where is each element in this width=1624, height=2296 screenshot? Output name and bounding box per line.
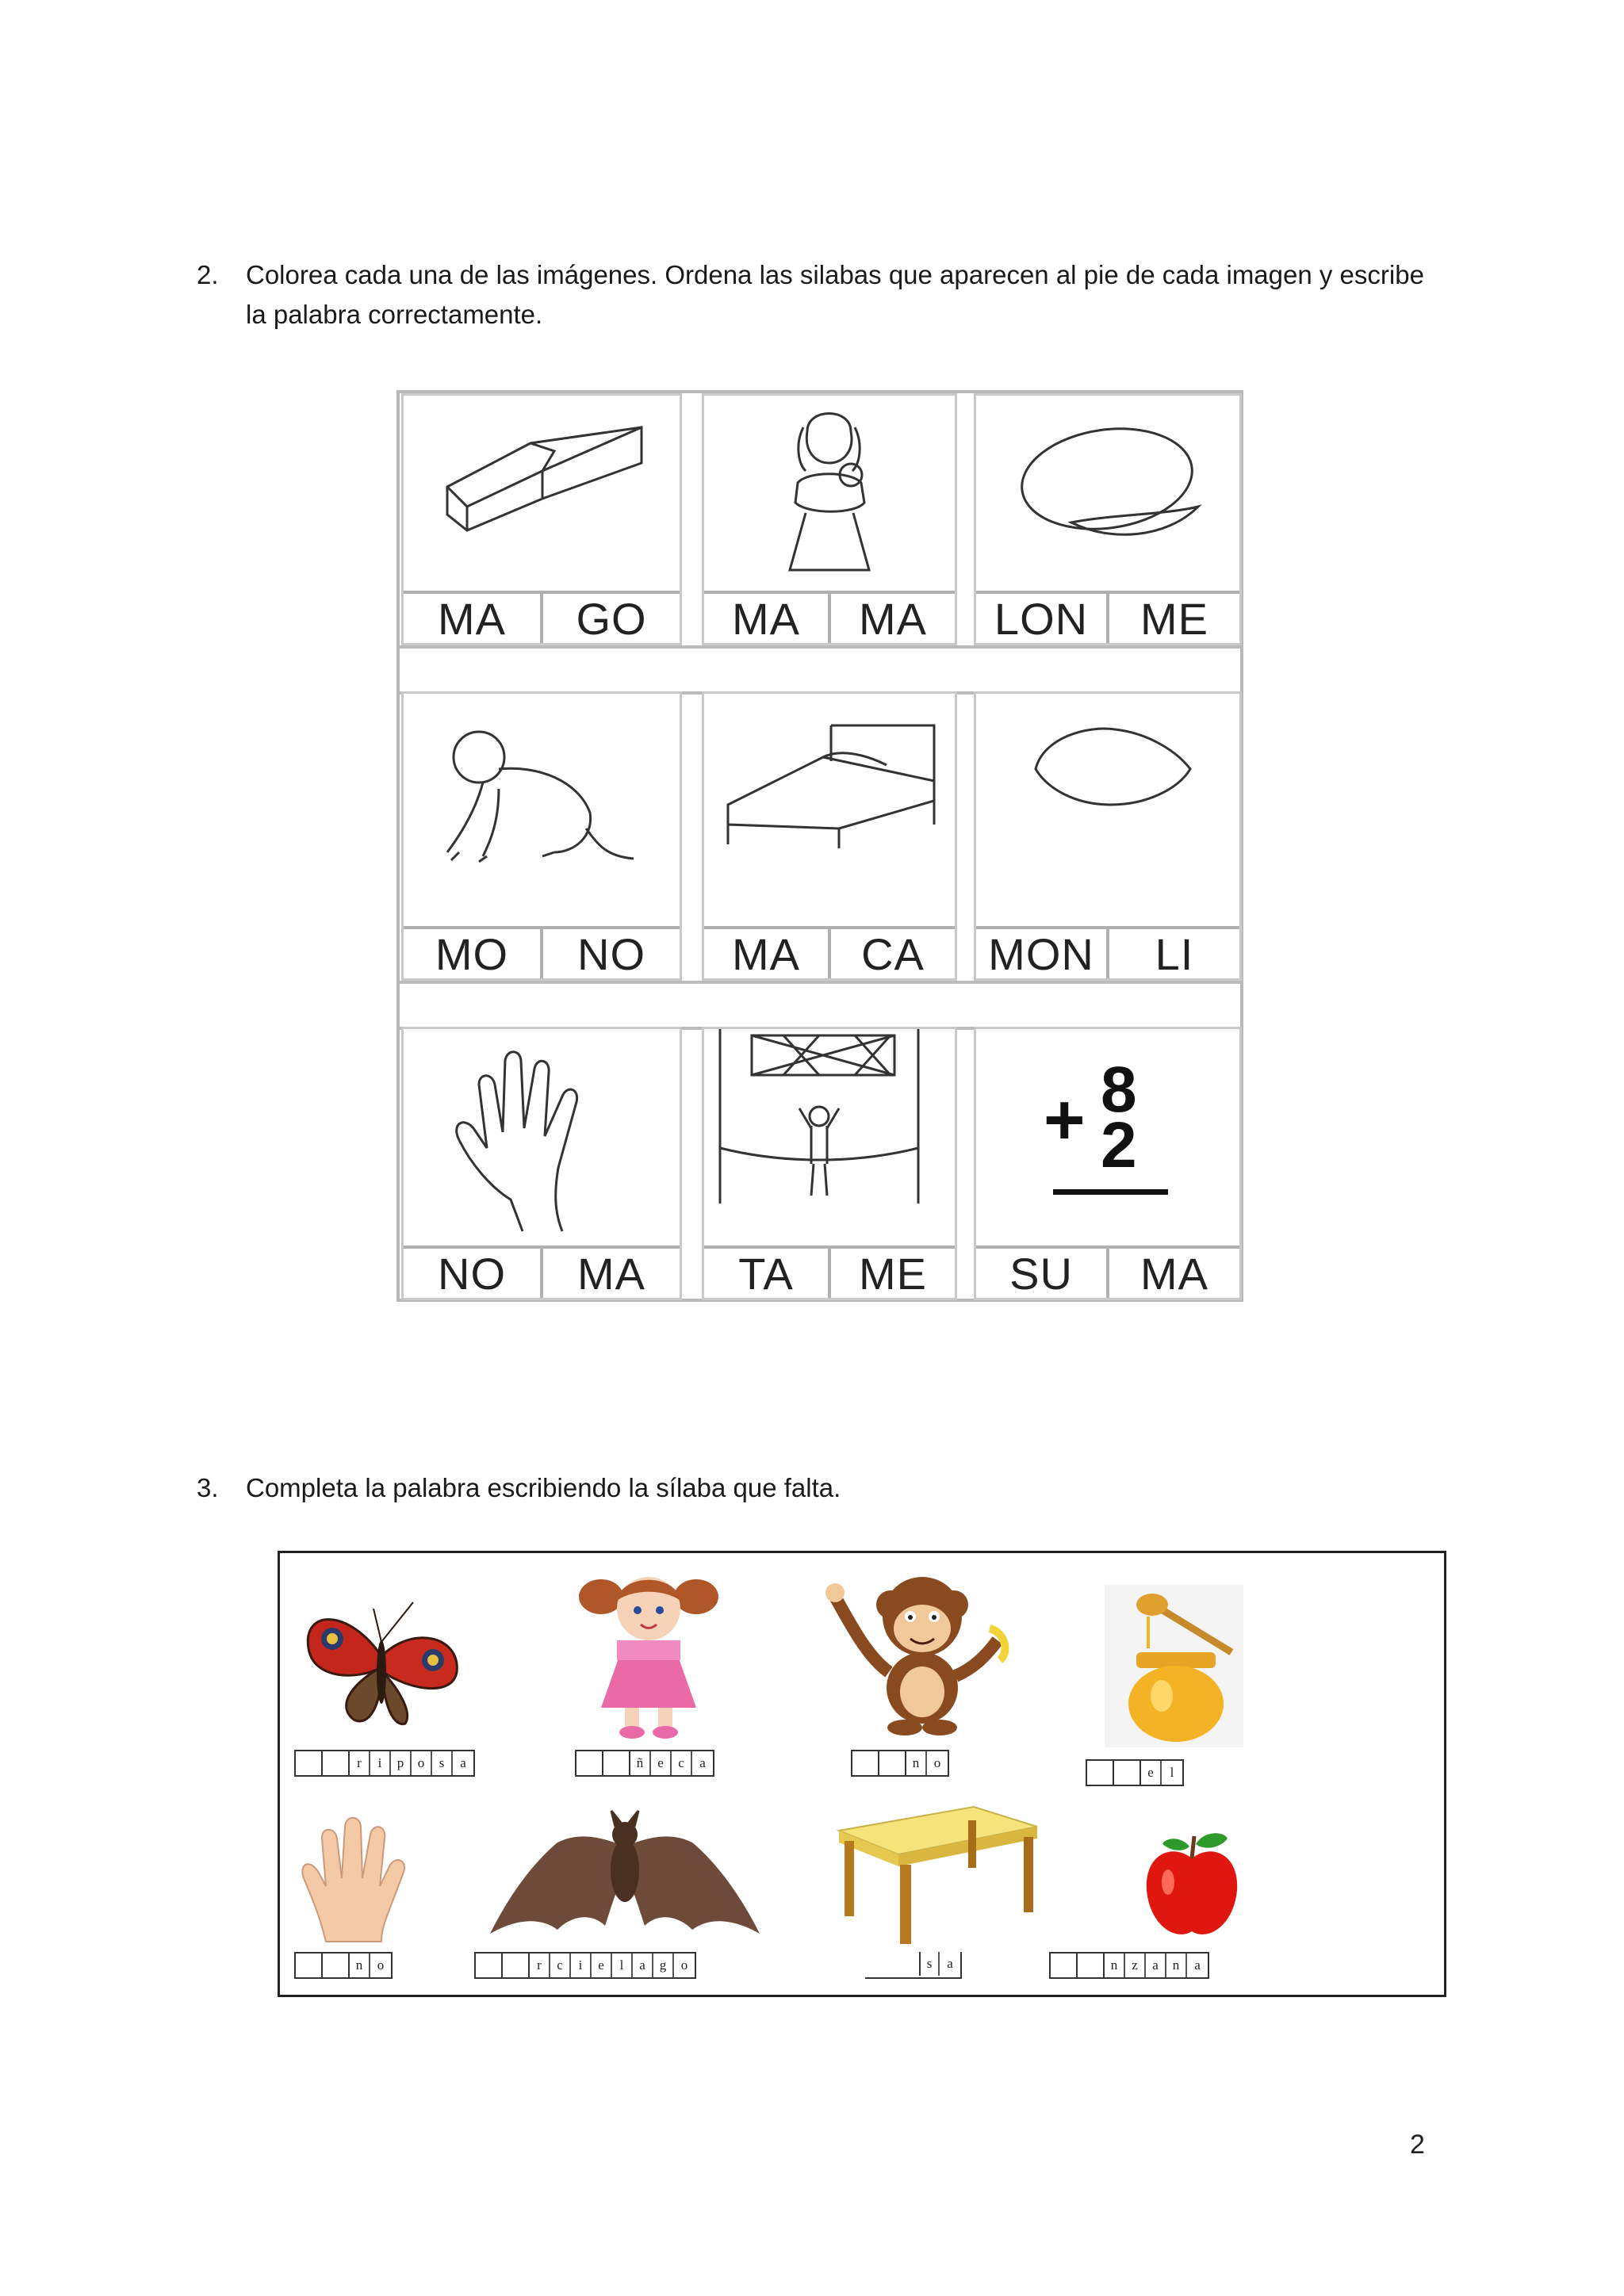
word-boxes-table[interactable] — [865, 1952, 962, 1979]
blank-box[interactable] — [576, 1751, 603, 1775]
exercise-3-text: Completa la palabra escribiendo la sílaba que falta. — [246, 1473, 841, 1502]
exercise-3-number: 3. — [197, 1473, 219, 1502]
syllable: MA — [438, 593, 506, 644]
blank-box[interactable] — [1114, 1761, 1141, 1785]
melon-icon — [976, 396, 1239, 594]
syllable-row — [976, 926, 1239, 978]
letter-box: z — [1125, 1954, 1146, 1977]
blank-box[interactable] — [476, 1954, 503, 1977]
blank-box[interactable] — [852, 1751, 879, 1775]
letter-box: l — [612, 1954, 633, 1977]
letter-box: a — [699, 1755, 706, 1770]
letter-box: s — [432, 1751, 453, 1775]
syllable: LI — [1106, 929, 1239, 978]
letter-box: c — [672, 1751, 692, 1775]
hand-icon — [404, 1029, 680, 1251]
sum-top: 8 — [1101, 1054, 1137, 1126]
syllable: ME — [828, 1249, 955, 1298]
letter-box: a — [460, 1755, 466, 1770]
syllable: NO — [438, 1248, 506, 1299]
hammock-icon — [704, 1029, 955, 1251]
letter-box: n — [906, 1751, 927, 1775]
syllable: TA — [738, 1248, 794, 1299]
blank-box[interactable] — [603, 1751, 630, 1775]
cell-mother — [702, 393, 957, 645]
letter-box: i — [571, 1954, 592, 1977]
letter-box: o — [377, 1957, 385, 1973]
monkey-icon — [404, 694, 680, 932]
blank-box[interactable] — [1051, 1954, 1078, 1977]
apple-icon — [1140, 1827, 1243, 1946]
letter-box: a — [947, 1956, 953, 1971]
syllable-row — [404, 591, 680, 643]
syllable-picture-grid — [396, 390, 1243, 1302]
letter-box: n — [1166, 1954, 1187, 1977]
syllable-row — [704, 591, 955, 643]
exercise-2-line-2: la palabra correctamente. — [246, 300, 543, 329]
letter-box: g — [653, 1954, 674, 1977]
letter-box: i — [370, 1751, 391, 1775]
syllable: MON — [988, 928, 1094, 979]
syllable-row — [704, 926, 955, 978]
sum-bottom: 2 — [1101, 1109, 1137, 1181]
lemon-icon — [976, 694, 1239, 932]
blank-box[interactable] — [323, 1751, 350, 1775]
sum-icon — [1044, 1053, 1178, 1203]
cell-hand — [401, 1027, 682, 1300]
cell-sum — [974, 1027, 1242, 1300]
blank-box[interactable] — [1078, 1954, 1105, 1977]
cell-bed — [702, 691, 957, 981]
letter-box: c — [550, 1954, 571, 1977]
hand-photo-icon — [294, 1807, 417, 1946]
syllable: MO — [435, 928, 509, 979]
syllable: NO — [540, 929, 680, 978]
word-boxes-honey[interactable] — [1086, 1759, 1184, 1786]
sum-line — [1053, 1189, 1168, 1195]
word-boxes-monkey[interactable] — [851, 1750, 949, 1777]
syllable: MA — [1106, 1249, 1239, 1298]
cell-melon — [974, 393, 1242, 645]
missing-syllable-box — [278, 1551, 1446, 1997]
syllable: LON — [994, 593, 1089, 644]
letter-box: a — [633, 1954, 653, 1977]
row-separator — [400, 645, 1240, 695]
blank-box[interactable] — [503, 1954, 530, 1977]
honey-icon — [1105, 1585, 1243, 1747]
monkey-photo-icon — [819, 1561, 1025, 1743]
syllable: ME — [1106, 594, 1239, 643]
blank-box[interactable] — [879, 1751, 906, 1775]
cell-eraser — [401, 393, 682, 645]
cell-hammock — [702, 1027, 957, 1300]
letter-box: a — [1194, 1957, 1201, 1973]
letter-box: e — [651, 1751, 672, 1775]
word-boxes-bat[interactable] — [474, 1952, 696, 1979]
doll-icon — [569, 1561, 728, 1743]
syllable-row — [976, 1246, 1239, 1298]
blank-box[interactable] — [865, 1952, 892, 1976]
word-boxes-apple[interactable] — [1049, 1952, 1209, 1979]
letter-box: r — [350, 1751, 370, 1775]
word-boxes-hand[interactable] — [294, 1952, 393, 1979]
letter-box: s — [919, 1952, 940, 1976]
letter-box: o — [412, 1751, 432, 1775]
letter-box: n — [1105, 1954, 1125, 1977]
syllable: MA — [732, 593, 800, 644]
row-separator — [400, 981, 1240, 1030]
eraser-icon — [404, 396, 680, 594]
word-boxes-butterfly[interactable] — [294, 1750, 475, 1777]
blank-box[interactable] — [892, 1952, 919, 1976]
letter-box: l — [1170, 1765, 1174, 1780]
butterfly-icon — [294, 1593, 469, 1728]
letter-box: a — [1146, 1954, 1166, 1977]
bat-icon — [486, 1807, 764, 1950]
syllable-row — [404, 1246, 680, 1298]
word-boxes-doll[interactable] — [575, 1750, 714, 1777]
exercise-3-instruction — [197, 1468, 1148, 1508]
syllable-row — [704, 1246, 955, 1298]
letter-box: n — [350, 1954, 370, 1977]
cell-monkey — [401, 691, 682, 981]
letter-box: p — [391, 1751, 412, 1775]
blank-box[interactable] — [1087, 1761, 1114, 1785]
mother-icon — [704, 396, 955, 594]
letter-box: r — [530, 1954, 550, 1977]
syllable: MA — [828, 594, 955, 643]
sum-sign: + — [1044, 1081, 1086, 1160]
letter-box: o — [680, 1957, 688, 1973]
letter-box: e — [592, 1954, 612, 1977]
syllable: SU — [1009, 1248, 1073, 1299]
letter-box: o — [933, 1755, 941, 1770]
bed-icon — [704, 694, 955, 932]
blank-box[interactable] — [296, 1954, 323, 1977]
syllable: MA — [732, 928, 800, 979]
page-number: 2 — [1410, 2130, 1425, 2160]
exercise-2-line-1: Colorea cada una de las imágenes. Ordena las silabas que aparecen al pie de cada imagen y escribe — [246, 260, 1424, 289]
blank-box[interactable] — [296, 1751, 323, 1775]
exercise-2-number: 2. — [197, 260, 219, 289]
syllable: CA — [828, 929, 955, 978]
syllable: MA — [540, 1249, 680, 1298]
letter-box: e — [1141, 1761, 1162, 1785]
syllable-row — [404, 926, 680, 978]
syllable: GO — [540, 594, 680, 643]
blank-box[interactable] — [323, 1954, 350, 1977]
table-icon — [835, 1803, 1041, 1946]
syllable-row — [976, 591, 1239, 643]
letter-box: ñ — [630, 1751, 651, 1775]
cell-lemon — [974, 691, 1242, 981]
